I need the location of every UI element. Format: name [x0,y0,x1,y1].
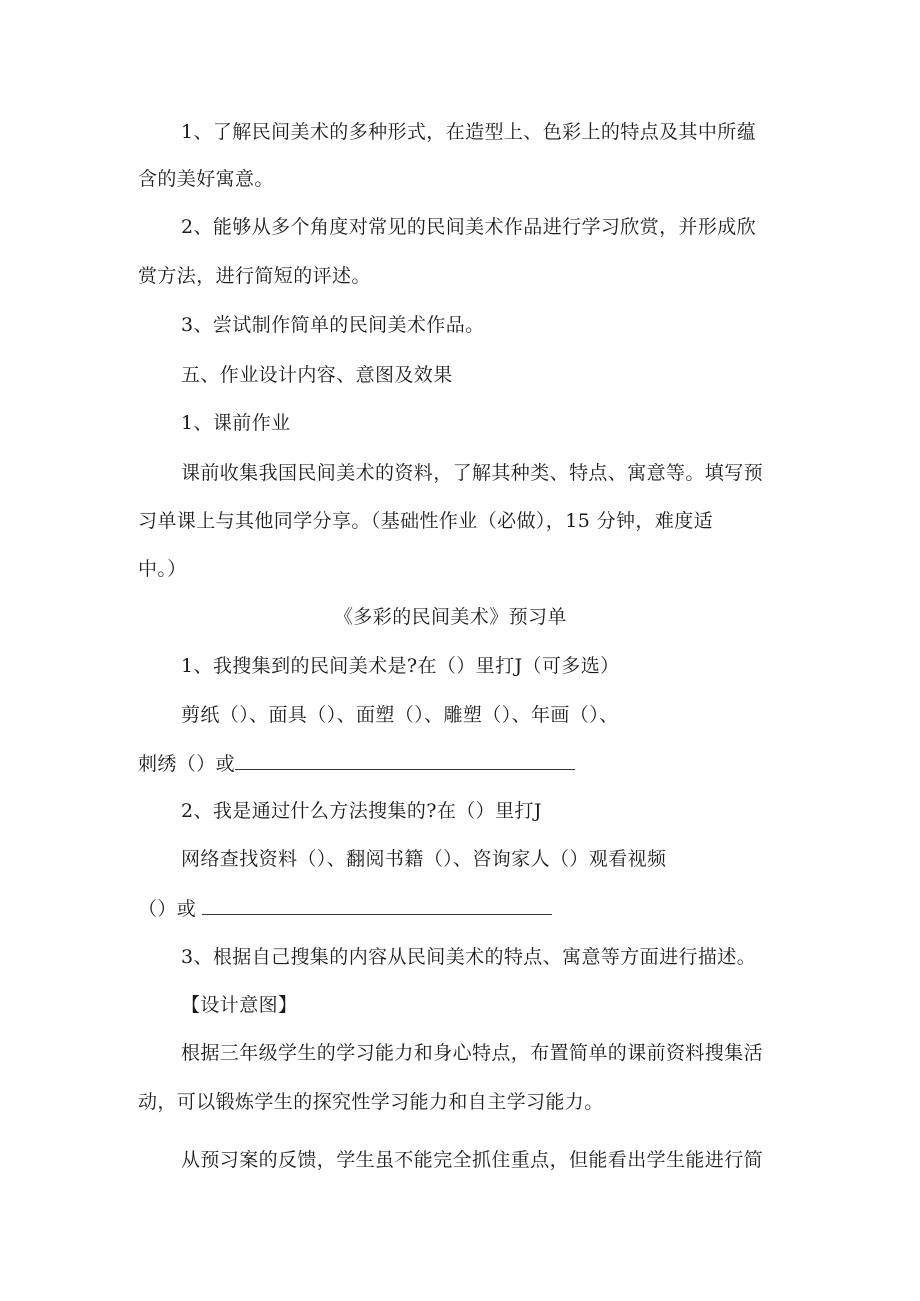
question-2-options-text: （）或 [138,898,197,920]
question-1-answer-blank[interactable] [235,751,575,770]
worksheet-question-2: 2、我是通过什么方法搜集的?在（）里打J [181,800,542,822]
design-intent-line-2: 动，可以锻炼学生的探究性学习能力和自主学习能力。 [138,1091,604,1113]
homework-description-line-1: 课前收集我国民间美术的资料，了解其种类、特点、寓意等。填写预 [181,462,764,484]
objective-3: 3、尝试制作简单的民间美术作品。 [181,314,485,336]
worksheet-title: 《多彩的民间美术》预习单 [334,606,567,628]
objective-2-line-2: 赏方法，进行简短的评述。 [138,265,371,287]
design-intent-heading: 【设计意图】 [181,994,298,1016]
pre-class-homework-heading: 1、课前作业 [181,412,291,434]
question-2-options-line-2 [138,896,552,921]
objective-2-line-1: 2、能够从多个角度对常见的民间美术作品进行学习欣赏，并形成欣 [181,216,757,238]
worksheet-question-3: 3、根据自己搜集的内容从民间美术的特点、寓意等方面进行描述。 [181,946,757,968]
objective-1-line-2: 含的美好寓意。 [138,168,274,190]
feedback-line-1: 从预习案的反馈，学生虽不能完全抓住重点，但能看出学生能进行简 [181,1149,764,1171]
question-1-options-text: 刺绣（）或 [138,753,236,775]
question-1-options-line-1: 剪纸（）、面具（）、面塑（）、雕塑（）、年画（）、 [181,704,619,726]
worksheet-question-1: 1、我搜集到的民间美术是?在（）里打J（可多选） [181,655,620,677]
homework-description-line-2: 习单课上与其他同学分享。（基础性作业（必做），15 分钟，难度适 [138,510,714,532]
objective-1-line-1: 1、了解民间美术的多种形式，在造型上、色彩上的特点及其中所蕴 [181,121,757,143]
question-1-options-line-2 [138,751,575,776]
homework-description-line-3: 中。） [138,558,187,580]
question-2-answer-blank[interactable] [202,896,552,915]
question-2-options-line-1: 网络查找资料（）、翻阅书籍（）、咨询家人（）观看视频 [181,848,667,870]
section-5-heading: 五、作业设计内容、意图及效果 [181,364,453,386]
design-intent-line-1: 根据三年级学生的学习能力和身心特点，布置简单的课前资料搜集活 [181,1042,764,1064]
